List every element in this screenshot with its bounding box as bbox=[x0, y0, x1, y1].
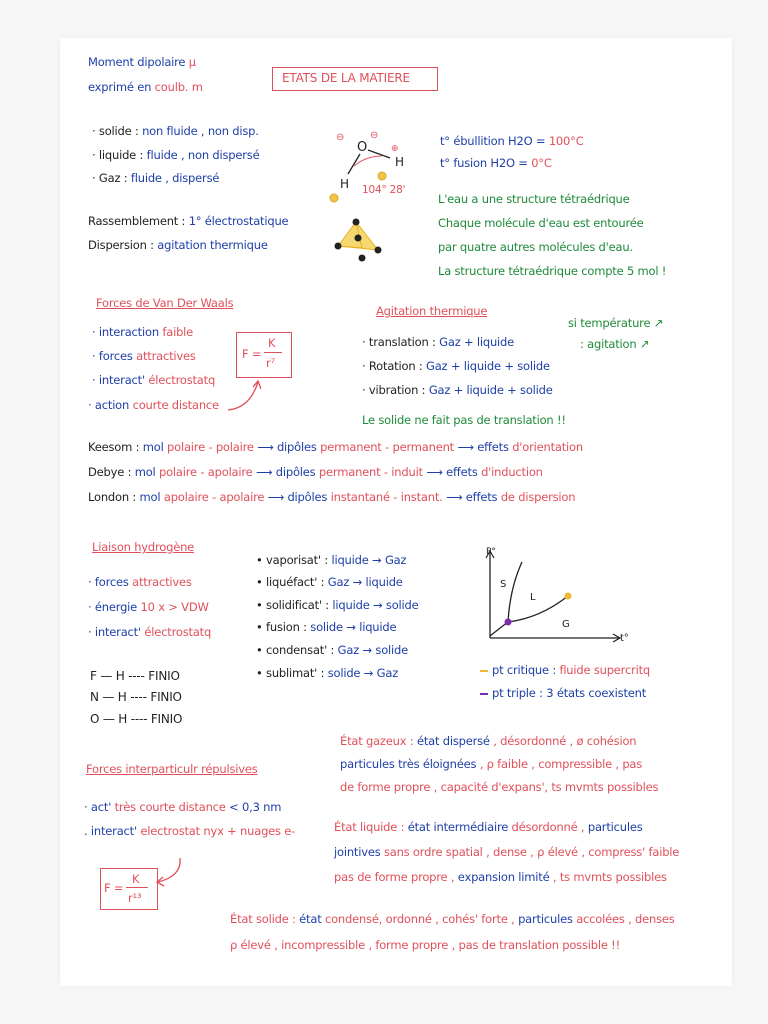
vdw-item-2: · forces attractives bbox=[92, 349, 196, 363]
solid-region-label: S bbox=[500, 579, 507, 590]
vdw-formula-k: K bbox=[268, 336, 276, 350]
triple-point-swatch bbox=[480, 693, 488, 695]
minus-charge-2: ⊖ bbox=[370, 130, 379, 141]
keesom-line: Keesom : mol polaire - polaire ⟶ dipôles permanent - permanent ⟶ effets d'orientation bbox=[88, 440, 583, 454]
agitation-increase-note: : agitation ↗ bbox=[580, 337, 650, 351]
critical-point-legend: pt critique : fluide supercritq bbox=[480, 663, 650, 677]
hbond-item-3: · interact' électrostatq bbox=[88, 625, 212, 639]
page-title: ETATS DE LA MATIERE bbox=[282, 71, 410, 85]
liquid-region-label: L bbox=[530, 592, 536, 603]
hydrogen-atom-2: H bbox=[340, 177, 349, 191]
debye-line: Debye : mol polaire - apolaire ⟶ dipôles permanent - induit ⟶ effets d'induction bbox=[88, 465, 543, 479]
hbond-oh: O — H ---- FINIO bbox=[90, 712, 183, 726]
phase-diagram bbox=[470, 548, 640, 648]
gaz-line-1: État gazeux : état dispersé , désordonné , ø cohésion bbox=[340, 734, 637, 748]
temperature-axis-label: t° bbox=[620, 633, 629, 644]
gaz-line-2: particules très éloignées , ρ faible , compressible , pas bbox=[340, 757, 643, 771]
transition-sublimation: • sublimat' : solide → Gaz bbox=[256, 666, 399, 680]
temperature-note: si température ↗ bbox=[568, 316, 664, 330]
transition-solidification: • solidificat' : liquide → solide bbox=[256, 598, 419, 612]
state-liquide: · liquide : fluide , non dispersé bbox=[92, 148, 260, 162]
hbond-item-1: · forces attractives bbox=[88, 575, 192, 589]
hbond-fh: F — H ---- FINIO bbox=[90, 669, 180, 683]
water-note-3: par quatre autres molécules d'eau. bbox=[438, 240, 633, 254]
moment-dipolaire-label: Moment dipolaire μ bbox=[88, 55, 196, 69]
hbond-nh: N — H ---- FINIO bbox=[90, 690, 182, 704]
water-note-1: L'eau a une structure tétraédrique bbox=[438, 192, 630, 206]
vdw-item-4: · action courte distance bbox=[88, 398, 219, 412]
water-note-2: Chaque molécule d'eau est entourée bbox=[438, 216, 644, 230]
vdw-item-1: · interaction faible bbox=[92, 325, 194, 339]
plus-charge-1: ⊕ bbox=[391, 144, 399, 154]
repulsive-formula-k: K bbox=[132, 872, 140, 886]
liquide-line-3: pas de forme propre , expansion limité , ts mvmts possibles bbox=[334, 870, 667, 884]
transition-liquefaction: • liquéfact' : Gaz → liquide bbox=[256, 575, 403, 589]
repulsive-item-2: . interact' electrostat nyx + nuages e- bbox=[84, 824, 296, 838]
repulsive-title: Forces interparticulr répulsives bbox=[86, 762, 258, 776]
hbond-item-2: · énergie 10 x > VDW bbox=[88, 600, 209, 614]
dispersion-line: Dispersion : agitation thermique bbox=[88, 238, 268, 252]
vdw-title: Forces de Van Der Waals bbox=[96, 296, 234, 310]
liquide-line-2: jointives sans ordre spatial , dense , ρ élevé , compress' faible bbox=[334, 845, 680, 859]
mu-symbol: μ bbox=[188, 55, 196, 69]
solide-line-1: État solide : état condensé, ordonné , cohés' forte , particules accolées , denses bbox=[230, 912, 675, 926]
state-solide: · solide : non fluide , non disp. bbox=[92, 124, 259, 138]
oxygen-atom: O bbox=[357, 140, 368, 155]
solide-line-2: ρ élevé , incompressible , forme propre , pas de translation possible !! bbox=[230, 938, 621, 952]
critical-point-swatch bbox=[480, 670, 488, 672]
vdw-fraction-bar bbox=[264, 352, 282, 353]
repulsive-formula-r: r¹³ bbox=[128, 891, 142, 905]
repulsive-formula-f: F = bbox=[104, 881, 124, 895]
ebullition-line: t° ébullition H2O = 100°C bbox=[440, 134, 584, 148]
vdw-formula-f: F = bbox=[242, 347, 262, 361]
agitation-rotation: · Rotation : Gaz + liquide + solide bbox=[362, 359, 550, 373]
fusion-line: t° fusion H2O = 0°C bbox=[440, 156, 552, 170]
water-molecule-drawing bbox=[330, 126, 420, 276]
repulsive-item-1: · act' très courte distance < 0,3 nm bbox=[84, 800, 282, 814]
pressure-axis-label: P° bbox=[486, 547, 496, 557]
state-gaz: · Gaz : fluide , dispersé bbox=[92, 171, 220, 185]
vdw-formula-r: r⁷ bbox=[266, 356, 275, 370]
vdw-item-3: · interact' électrostatq bbox=[92, 373, 216, 387]
triple-point-legend: pt triple : 3 états coexistent bbox=[480, 686, 646, 700]
minus-charge-1: ⊖ bbox=[336, 132, 345, 143]
repulsive-arrow-icon bbox=[152, 856, 186, 888]
gaz-line-3: de forme propre , capacité d'expans', ts mvmts possibles bbox=[340, 780, 659, 794]
liquide-line-1: État liquide : état intermédiaire désordonné , particules bbox=[334, 820, 643, 834]
transition-condensation: • condensat' : Gaz → solide bbox=[256, 643, 408, 657]
london-line: London : mol apolaire - apolaire ⟶ dipôles instantané - instant. ⟶ effets de dispersion bbox=[88, 490, 576, 504]
hydrogen-atom-1: H bbox=[395, 155, 404, 169]
gas-region-label: G bbox=[562, 619, 570, 630]
repulsive-fraction-bar bbox=[126, 887, 148, 888]
agitation-title: Agitation thermique bbox=[376, 304, 488, 318]
vdw-arrow-icon bbox=[226, 378, 266, 414]
agitation-note: Le solide ne fait pas de translation !! bbox=[362, 413, 566, 427]
agitation-translation: · translation : Gaz + liquide bbox=[362, 335, 515, 349]
water-note-4: La structure tétraédrique compte 5 mol ! bbox=[438, 264, 667, 278]
bond-angle: 104° 28' bbox=[362, 184, 406, 196]
transition-fusion: • fusion : solide → liquide bbox=[256, 620, 397, 634]
rassemblement-line: Rassemblement : 1° électrostatique bbox=[88, 214, 289, 228]
transition-vaporisation: • vaporisat' : liquide → Gaz bbox=[256, 553, 407, 567]
hbond-title: Liaison hydrogène bbox=[92, 540, 195, 554]
agitation-vibration: · vibration : Gaz + liquide + solide bbox=[362, 383, 553, 397]
moment-unit-line: exprimé en coulb. m bbox=[88, 80, 203, 94]
